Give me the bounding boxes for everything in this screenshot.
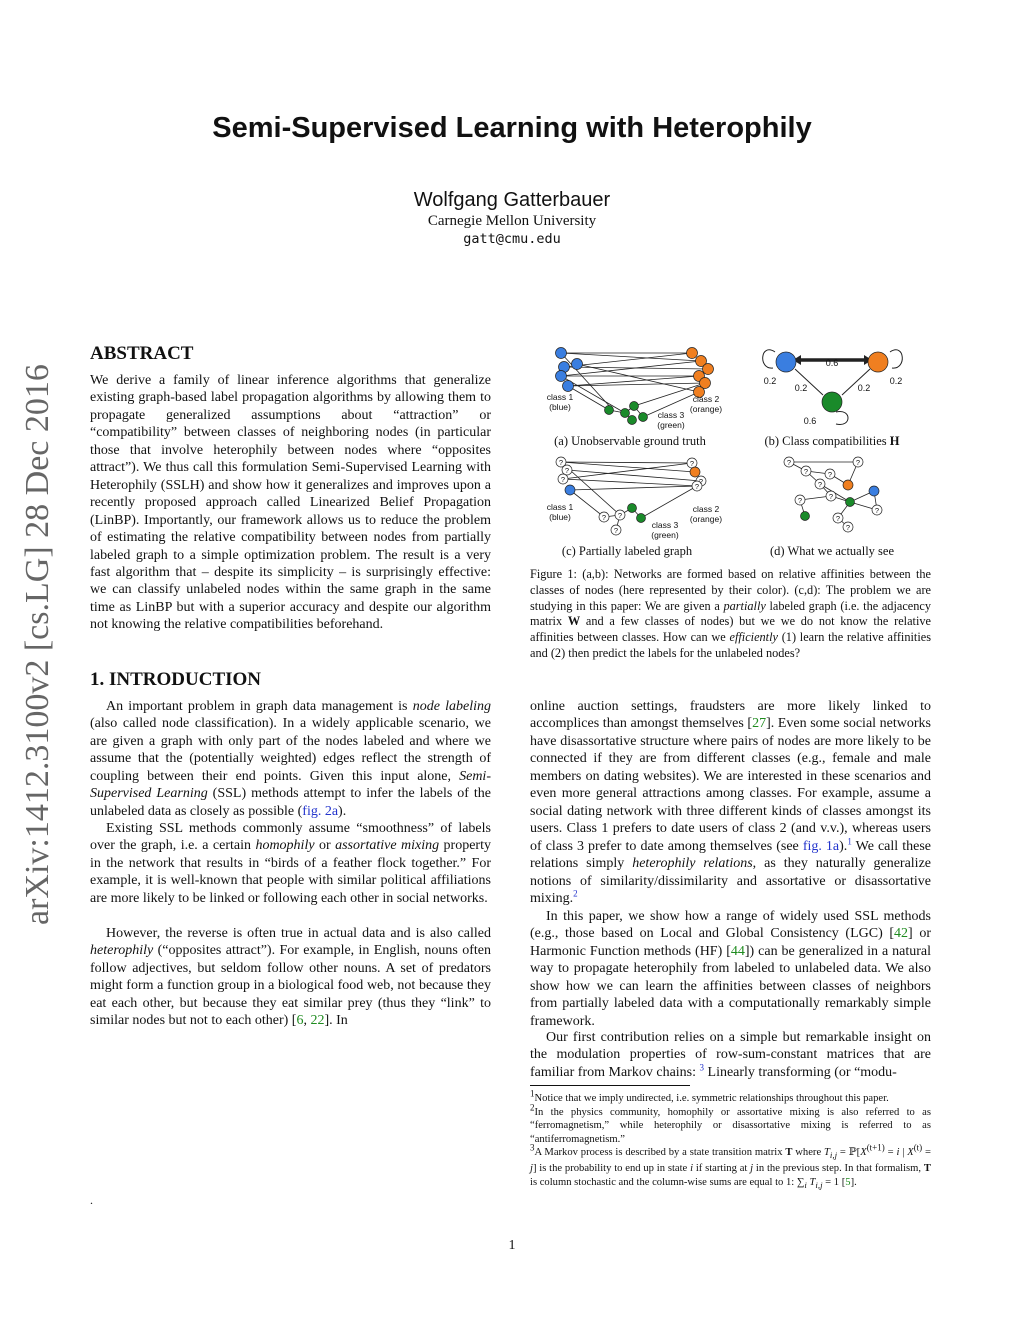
- math-symbol: T: [824, 1147, 830, 1158]
- citation-link[interactable]: 42: [894, 926, 909, 942]
- unknown-mark: ?: [617, 511, 623, 520]
- math-superscript: (t+1): [866, 1142, 885, 1153]
- text-run: ] or Harmonic Function methods (HF) [: [530, 926, 931, 959]
- text-run: An important problem in graph data management is: [106, 699, 413, 714]
- figure-1: [530, 340, 931, 565]
- figure-link[interactable]: fig. 1a: [802, 838, 840, 854]
- footnote-1: [530, 1088, 931, 1105]
- orange-node: [843, 480, 853, 490]
- class2-sublabel: (orange): [689, 404, 723, 414]
- intro-paragraph-3: [90, 925, 491, 1030]
- class2-sublabel: (orange): [689, 514, 723, 524]
- subfigure-c-caption: (c) Partially labeled graph: [561, 544, 693, 558]
- abstract-body: We derive a family of linear inference algorithms that generalize existing graph-based label propagation algorithms by allowing them to propagate generalized assumptions about “attraction” or “compatibility” between classes of neighboring nodes (in particular those that involve heterophily between nodes where “opposites attract”). We thus call this formulation Semi-Supervised Learning with Heterophily (SSLH) and show how it generalizes and improves upon a recently proposed approach called Linearized Belief Propagation (LinBP). Importantly, our framework allows us to reduce the problem of estimating the relative compatibility between nodes from partially labeled graph to a simple optimization problem. The result is a very fast algorithm that – despite its simplicity – is surprisingly effective: we can classify unlabeled nodes within the same graph in the same time as LinBP but with a superior accuracy and despite our algorithm not knowing the relative compatibilities beforehand.: [90, 373, 491, 633]
- text-run: =: [884, 1147, 897, 1158]
- class3-label: class 3: [651, 520, 679, 530]
- orange-node: [703, 364, 714, 375]
- unknown-mark: ?: [817, 480, 823, 489]
- math-symbol: j: [530, 1163, 533, 1175]
- green-node: [846, 498, 855, 507]
- class2-node: [868, 352, 888, 372]
- footnote-link[interactable]: 1: [847, 835, 852, 846]
- text-run: Our first contribution relies on a simple but remarkable insight on the modulation properties of row-sum-constant matrices that are familiar from Markov chains:: [530, 1030, 931, 1080]
- citation-link[interactable]: 27: [752, 716, 767, 732]
- text-run: property in the network that results in “birds of a feather flock together.” For example, it is well-known that people with similar political affiliations are more likely to be linked or following each other in social networks.: [90, 838, 491, 906]
- intro-paragraph-6: [530, 1029, 931, 1081]
- math-symbol: X: [907, 1147, 914, 1158]
- text-run: ).: [338, 803, 347, 819]
- emphasis: partially: [723, 598, 766, 613]
- text-run: (SSL) methods attempt to infer the labels of the unlabeled data as closely as possible (: [90, 786, 492, 819]
- footnote-number: 2: [530, 1102, 535, 1113]
- footnote-3: [530, 1142, 932, 1192]
- footnote-text: Notice that we imply undirected, i.e. symmetric relationships throughout this paper.: [534, 1093, 889, 1104]
- subfigure-d-caption: (d) What we actually see: [769, 544, 895, 558]
- intro-paragraph-1: [90, 698, 491, 820]
- class1-label: class 1: [546, 392, 574, 402]
- author-name: Wolfgang Gatterbauer: [413, 189, 611, 211]
- blue-node: [572, 359, 583, 370]
- text-run: We call these relations simply: [530, 838, 931, 872]
- footnote-link[interactable]: 3: [699, 1062, 705, 1073]
- emphasis: heterophily: [90, 943, 154, 959]
- unknown-mark: ?: [613, 526, 619, 535]
- text-run: Linearly transforming (or “modu-: [704, 1064, 897, 1080]
- green-node: [630, 402, 639, 411]
- text-run: where: [792, 1147, 825, 1158]
- emphasis: homophily: [255, 838, 315, 854]
- class2-label: class 2: [692, 504, 720, 514]
- orange-node: [690, 467, 700, 477]
- arxiv-identifier: arXiv:1412.3100v2 [cs.LG] 28 Dec 2016: [19, 364, 56, 925]
- text-run: ,: [303, 1013, 311, 1029]
- unknown-mark: ?: [698, 477, 704, 486]
- graph-b: [763, 350, 903, 426]
- text-run: , as they naturally generalize notions of similarity/dissimilarity and assortative or disassortative mixing.: [530, 856, 931, 906]
- unknown-mark: ?: [803, 467, 809, 476]
- green-node: [628, 416, 637, 425]
- footnote-number: 1: [530, 1088, 535, 1099]
- abstract-heading: ABSTRACT: [90, 343, 194, 364]
- page-number: 1: [508, 1238, 516, 1253]
- unknown-mark: ?: [689, 459, 695, 468]
- intro-paragraph-4: [530, 698, 931, 907]
- unknown-mark: ?: [874, 506, 880, 515]
- text-run: ].: [850, 1176, 857, 1188]
- text-run: (also called node classification). In a widely applicable scenario, we are given a graph with only part of the nodes labeled and where we assume that the (potentially weighted) edges reflect the strength of coupling between their end points. Given this input alone,: [90, 716, 491, 784]
- text-run: labeled graph (i.e. the adjacency matrix: [530, 598, 931, 629]
- math-symbol: j: [750, 1163, 754, 1175]
- unknown-mark: ?: [855, 458, 861, 467]
- emphasis: Semi-Supervised Learning: [90, 768, 491, 802]
- citation-link[interactable]: 6: [296, 1013, 304, 1029]
- class3-label: class 3: [657, 410, 685, 420]
- text-run: online auction settings, fraudsters are more likely linked to accomplices than amongst themselves [: [530, 699, 931, 732]
- emphasis: assortative mixing: [335, 838, 440, 854]
- intro-paragraph-2: [90, 820, 491, 907]
- text-run: is column stochastic and the column-wise sums are equal to 1: ∑: [530, 1176, 805, 1188]
- introduction-heading: 1. INTRODUCTION: [90, 669, 262, 690]
- text-run: = 1 [: [822, 1176, 846, 1188]
- author-affiliation: Carnegie Mellon University: [427, 213, 597, 229]
- green-node: [639, 413, 648, 422]
- unknown-mark: ?: [845, 523, 851, 532]
- green-node: [621, 409, 630, 418]
- text-run: However, the reverse is often true in actual data and is also called: [106, 926, 491, 941]
- blue-node: [869, 486, 879, 496]
- emphasis: efficiently: [729, 630, 778, 645]
- graph-c-edges: [561, 462, 704, 530]
- figure-link[interactable]: fig. 2a: [302, 803, 339, 819]
- emphasis: node labeling: [412, 699, 491, 714]
- unknown-mark: ?: [786, 458, 792, 467]
- math-symbol: T: [806, 1176, 816, 1188]
- text-run: |: [899, 1147, 908, 1158]
- citation-link[interactable]: 44: [730, 943, 745, 959]
- text-run: if starting at: [693, 1163, 751, 1175]
- subfigure-b-bold: H: [889, 434, 900, 448]
- text-run: in the previous step. In that formalism,: [753, 1163, 924, 1175]
- green-node: [628, 504, 637, 513]
- unknown-mark: ?: [694, 482, 700, 491]
- h-value-12: 0.6: [825, 358, 839, 368]
- subfigure-b-text: (b) Class compatibilities: [764, 434, 890, 448]
- subfigure-a-caption: (a) Unobservable ground truth: [554, 434, 706, 448]
- citation-link[interactable]: 22: [310, 1013, 325, 1029]
- text-run: = ℙ[: [837, 1147, 861, 1158]
- h-value-23: 0.2: [857, 383, 871, 393]
- stray-dot: .: [90, 1193, 93, 1207]
- paper-title: Semi-Supervised Learning with Heterophily: [212, 112, 812, 144]
- text-run: In this paper, we show how a range of widely used SSL methods (e.g., those based on Local and Global Consistency (LGC) [: [530, 909, 931, 942]
- text-run: =: [922, 1147, 932, 1158]
- class1-sublabel: (blue): [549, 402, 571, 412]
- text-run: ]) can be generalized in a natural way to propagate heterophily from labeled to unlabeled data. We also show how we can learn the affinities between classes of neighbors from partially labeled data with a computationally remarkably simple framework.: [530, 943, 931, 1029]
- unknown-mark: ?: [601, 513, 607, 522]
- blue-node: [565, 485, 575, 495]
- math-subscript: i,j: [829, 1150, 838, 1161]
- blue-node: [563, 381, 574, 392]
- green-node: [637, 514, 646, 523]
- orange-node: [687, 348, 698, 359]
- text-run: A Markov process is described by a state transition matrix: [534, 1147, 786, 1158]
- blue-node: [556, 348, 567, 359]
- math-subscript: i,j: [815, 1179, 823, 1190]
- figure-caption: [530, 567, 931, 662]
- graph-c-nodes: [556, 457, 706, 535]
- class1-node: [776, 352, 796, 372]
- subfigure-b-caption: [764, 434, 899, 448]
- h-value-13: 0.2: [794, 383, 808, 393]
- text-run: Figure 1: (a,b): Networks are formed based on relative affinities between the classes of nodes (here represented by their color). (c,d): The problem we are studying in this paper: We are given a: [530, 567, 931, 613]
- class1-sublabel: (blue): [549, 512, 571, 522]
- text-run: and a few classes of nodes) but we we do not know the relative affinities between classes. How can we: [530, 614, 931, 645]
- matrix-symbol: W: [567, 614, 581, 629]
- green-node: [801, 512, 810, 521]
- citation-link[interactable]: 5: [845, 1176, 851, 1188]
- matrix-symbol: T: [923, 1163, 931, 1175]
- math-symbol: i: [896, 1147, 900, 1158]
- class2-label: class 2: [692, 394, 720, 404]
- text-run: ).: [839, 838, 848, 854]
- unknown-mark: ?: [560, 475, 566, 484]
- footnote-link[interactable]: 2: [573, 888, 578, 899]
- author-email[interactable]: gatt@cmu.edu: [463, 231, 561, 247]
- class3-node: [822, 392, 842, 412]
- emphasis: heterophily relations: [632, 856, 753, 872]
- text-run: (1) learn the relative affinities and (2) then predict the labels for the unlabeled nodes?: [530, 630, 931, 660]
- blue-node: [556, 371, 567, 382]
- unknown-mark: ?: [827, 470, 833, 479]
- footnote-number: 3: [530, 1142, 535, 1153]
- h-value-11: 0.2: [763, 376, 777, 386]
- footnote-rule: [530, 1085, 690, 1086]
- text-run: ]. In: [324, 1013, 348, 1029]
- math-subscript: i: [804, 1179, 807, 1190]
- text-run: or: [314, 838, 336, 854]
- abstract-text: [90, 372, 491, 634]
- class3-sublabel: (green): [657, 420, 685, 430]
- footnote-2: [530, 1102, 931, 1146]
- intro-paragraph-5: [530, 908, 931, 1030]
- footnote-text: In the physics community, homophily or assortative mixing is also referred to as “ferromagnetism,” while heterophily or disassortative mixing is referred to as “antiferromagnetism.”: [530, 1107, 931, 1145]
- class1-label: class 1: [546, 502, 574, 512]
- text-run: ] is the probability to end up in state: [532, 1163, 691, 1175]
- text-run: ]. Even some social networks have disassortative structure where pairs of nodes are more likely to be connected if they are from different classes (e.g., female and male members on dating websites). We are interested in these scenarios and even more general attractions among classes. For example, assume a social dating network with three different kinds of classes amongst its users. Class 1 prefers to date users of class 2 (and v.v.), whereas users of class 3 prefer to date among themselves (see: [530, 716, 931, 854]
- math-superscript: (t): [913, 1142, 923, 1153]
- h-value-33: 0.6: [803, 416, 817, 426]
- h-value-22: 0.2: [889, 376, 903, 386]
- unknown-mark: ?: [564, 466, 570, 475]
- unknown-mark: ?: [558, 458, 564, 467]
- matrix-symbol: T: [785, 1147, 793, 1158]
- green-node: [605, 406, 614, 415]
- unknown-mark: ?: [828, 492, 834, 501]
- math-symbol: X: [860, 1147, 867, 1158]
- text-run: Existing SSL methods commonly assume “smoothness” of labels over the graph, i.e. a certain: [90, 821, 491, 854]
- class3-sublabel: (green): [651, 530, 679, 540]
- unknown-mark: ?: [797, 496, 803, 505]
- math-symbol: i: [690, 1163, 694, 1175]
- text-run: (“opposites attract”). For example, in English, nouns often follow adjectives, but seldom follow other nouns. A set of predators might form a function group in a biological food web, not because they eat each other, but because they eat similar prey (thus they “link” to similar nodes but not to each other) [: [90, 943, 491, 1029]
- unknown-mark: ?: [835, 514, 841, 523]
